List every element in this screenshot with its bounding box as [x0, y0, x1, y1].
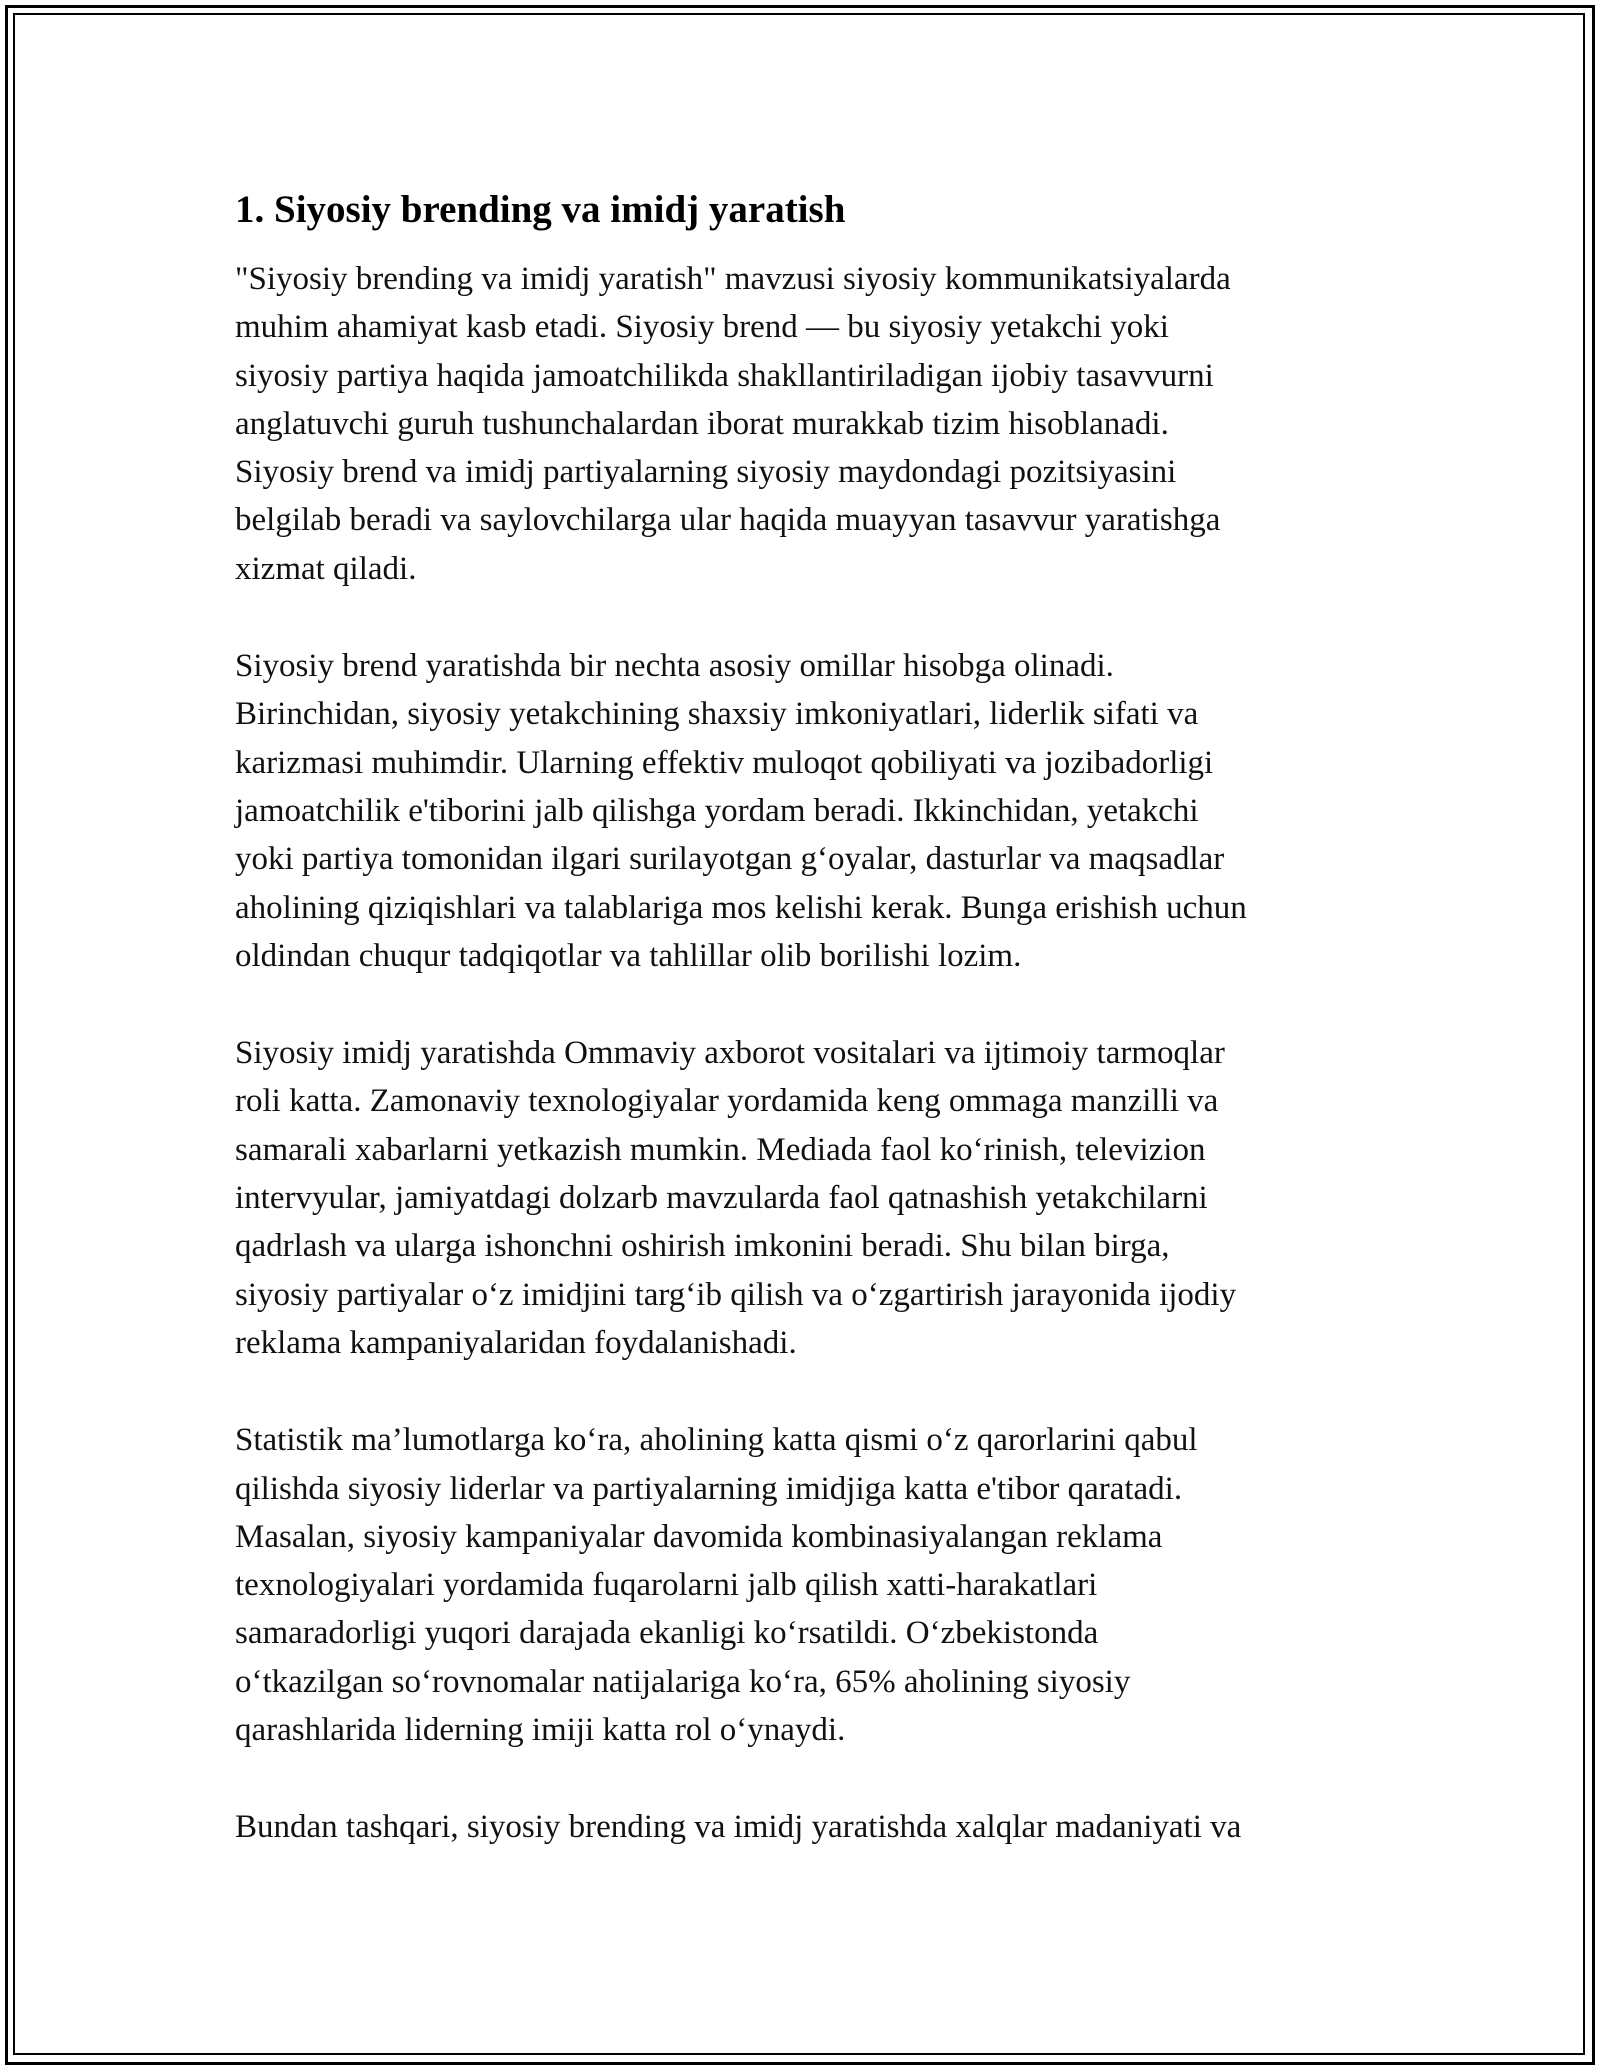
paragraph-4 — [235, 1416, 1370, 1754]
text-line: Siyosiy brend va imidj partiyalarning siyosiy maydondagi pozitsiyasini — [235, 454, 1177, 491]
paragraph-5 — [235, 1803, 1370, 1851]
text-line: "Siyosiy brending va imidj yaratish" mavzusi siyosiy kommunikatsiyalarda — [235, 261, 1231, 297]
text-line: jamoatchilik e'tiborini jalb qilishga yordam beradi. Ikkinchidan, yetakchi — [235, 792, 1199, 829]
text-line: qarashlarida liderning imiji katta rol o‘ynaydi. — [235, 1712, 846, 1749]
text-line: aholining qiziqishlari va talablariga mos kelishi kerak. Bunga erishish uchun — [235, 889, 1247, 926]
text-line: roli katta. Zamonaviy texnologiyalar yordamida keng ommaga manzilli va — [235, 1083, 1219, 1120]
text-line: samaradorligi yuqori darajada ekanligi ko‘rsatildi. O‘zbekistonda — [235, 1615, 1099, 1652]
text-line: Masalan, siyosiy kampaniyalar davomida kombinasiyalangan reklama — [235, 1518, 1163, 1555]
text-line: oldindan chuqur tadqiqotlar va tahlillar olib borilishi lozim. — [235, 937, 1022, 974]
paragraph-2 — [235, 642, 1370, 980]
text-line: texnologiyalari yordamida fuqarolarni jalb qilish xatti-harakatlari — [235, 1567, 1098, 1604]
text-line: anglatuvchi guruh tushunchalardan iborat murakkab tizim hisoblanadi. — [235, 405, 1169, 442]
text-line: siyosiy partiyalar o‘z imidjini targ‘ib qilish va o‘zgartirish jarayonida ijodiy — [235, 1276, 1237, 1313]
text-line: reklama kampaniyalaridan foydalanishadi. — [235, 1324, 797, 1361]
document-body — [235, 185, 1370, 1901]
text-line: samarali xabarlarni yetkazish mumkin. Mediada faol ko‘rinish, televizion — [235, 1131, 1206, 1168]
text-line: intervyular, jamiyatdagi dolzarb mavzularda faol qatnashish yetakchilarni — [235, 1180, 1208, 1217]
text-line: siyosiy partiya haqida jamoatchilikda shakllantiriladigan ijobiy tasavvurni — [235, 357, 1214, 394]
text-line: yoki partiya tomonidan ilgari surilayotgan g‘oyalar, dasturlar va maqsadlar — [235, 841, 1225, 878]
text-line: qadrlash va ularga ishonchni oshirish imkonini beradi. Shu bilan birga, — [235, 1228, 1170, 1265]
text-line: o‘tkazilgan so‘rovnomalar natijalariga ko‘ra, 65% aholining siyosiy — [235, 1663, 1131, 1700]
text-line: qilishda siyosiy liderlar va partiyalarning imidjiga katta e'tibor qaratadi. — [235, 1470, 1183, 1507]
text-line: Siyosiy imidj yaratishda Ommaviy axborot vositalari va ijtimoiy tarmoqlar — [235, 1035, 1225, 1072]
paragraph-3 — [235, 1029, 1370, 1367]
text-line: belgilab beradi va saylovchilarga ular haqida muayyan tasavvur yaratishga — [235, 502, 1221, 539]
text-line: karizmasi muhimdir. Ularning effektiv muloqot qobiliyati va jozibadorligi — [235, 744, 1214, 781]
text-line: Siyosiy brend yaratishda bir nechta asosiy omillar hisobga olinadi. — [235, 648, 1114, 685]
text-line: muhim ahamiyat kasb etadi. Siyosiy brend — bu siyosiy yetakchi yoki — [235, 309, 1169, 346]
text-line: Birinchidan, siyosiy yetakchining shaxsiy imkoniyatlari, liderlik sifati va — [235, 696, 1199, 733]
text-line: Bundan tashqari, siyosiy brending va imidj yaratishda xalqlar madaniyati va — [235, 1809, 1242, 1846]
paragraph-1 — [235, 255, 1370, 593]
text-line: Statistik ma’lumotlarga ko‘ra, aholining katta qismi o‘z qarorlarini qabul — [235, 1422, 1198, 1459]
section-heading: 1. Siyosiy brending va imidj yaratish — [235, 188, 846, 231]
text-line: xizmat qiladi. — [235, 550, 417, 587]
